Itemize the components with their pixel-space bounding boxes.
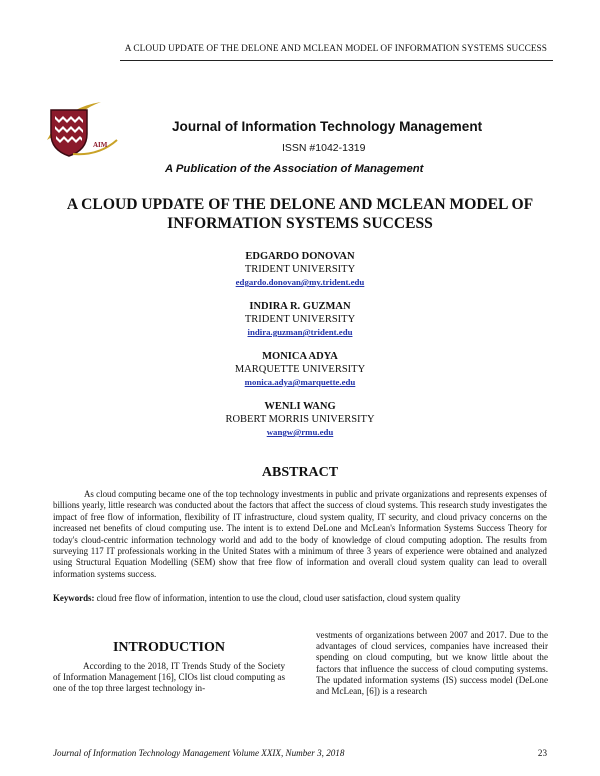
left-column <box>53 640 285 695</box>
footer-citation: Journal of Information Technology Management Volume XXIX, Number 3, 2018 <box>53 748 345 758</box>
author-name: INDIRA R. GUZMAN <box>249 301 351 312</box>
author-email-link[interactable]: indira.guzman@trident.edu <box>247 327 353 337</box>
journal-name: Journal of Information Technology Management <box>172 119 483 134</box>
author-name: EDGARDO DONOVAN <box>245 251 355 262</box>
introduction-right-text: vestments of organizations between 2007 and 2017. Due to the advantages of cloud services, companies have increased their spending on cloud computing, but we know little about the factors that influence the success of cloud computing systems. The updated information systems (IS) success model (DeLone and McLean, [6]) is a research <box>316 630 548 697</box>
author-affiliation: MARQUETTE UNIVERSITY <box>234 364 366 375</box>
author-email-link[interactable]: edgardo.donovan@my.trident.edu <box>235 277 365 287</box>
author-email-link[interactable]: wangw@rmu.edu <box>266 427 334 437</box>
abstract-heading: ABSTRACT <box>261 465 339 480</box>
running-header: A CLOUD UPDATE OF THE DELONE AND MCLEAN MODEL OF INFORMATION SYSTEMS SUCCESS <box>124 44 547 54</box>
header-rule <box>120 60 553 61</box>
keywords <box>53 593 547 604</box>
aim-logo <box>43 100 121 162</box>
logo-label: AIM <box>93 141 108 149</box>
author-block <box>100 400 500 450</box>
author-affiliation: TRIDENT UNIVERSITY <box>244 314 356 325</box>
issn: ISSN #1042-1319 <box>282 142 366 154</box>
logo-shield <box>51 110 87 156</box>
paper-title: A CLOUD UPDATE OF THE DELONE AND MCLEAN MODEL OF INFORMATION SYSTEMS SUCCESS <box>66 196 534 232</box>
introduction-heading: INTRODUCTION <box>112 640 225 655</box>
keywords-label: Keywords: <box>53 593 95 603</box>
author-list <box>100 250 500 450</box>
abstract-body: As cloud computing became one of the top technology investments in public and private organizations and represents expenses of billions yearly, little research was conducted about the factors that affect the success of cloud systems. This research study investigates the impact of free flow of information, flexibility of IT infrastructure, cloud system quality, IT security, and cloud privacy concerns on the increased net benefits of cloud computing use. The intent is to extend DeLone and McLean's Information Systems Success Theory for today's cloud-centric information technology world and add to the body of knowledge of cloud computing adoption. The results from surveying 117 IT professionals working in the United States with a minimum of three 3 years of experience were obtained and analyzed using Structural Equation Modelling (SEM) show that free flow of information and overall cloud system quality can lead to overall information systems success. <box>53 489 547 579</box>
author-name: WENLI WANG <box>264 401 336 412</box>
page-number: 23 <box>537 748 547 758</box>
keywords-text: cloud free flow of information, intention to use the cloud, cloud user satisfaction, cloud system quality <box>96 593 461 603</box>
author-affiliation: ROBERT MORRIS UNIVERSITY <box>225 414 375 425</box>
right-column <box>316 630 548 697</box>
author-name: MONICA ADYA <box>262 351 338 362</box>
author-block <box>100 300 500 350</box>
author-block <box>100 350 500 400</box>
author-block <box>100 250 500 300</box>
author-email-link[interactable]: monica.adya@marquette.edu <box>244 377 356 387</box>
author-affiliation: TRIDENT UNIVERSITY <box>244 264 356 275</box>
introduction-left-text: According to the 2018, IT Trends Study of the Society of Information Management [16], CIOs list cloud computing as one of the top three largest technology in- <box>53 661 285 694</box>
publication-line: A Publication of the Association of Management <box>165 163 424 175</box>
